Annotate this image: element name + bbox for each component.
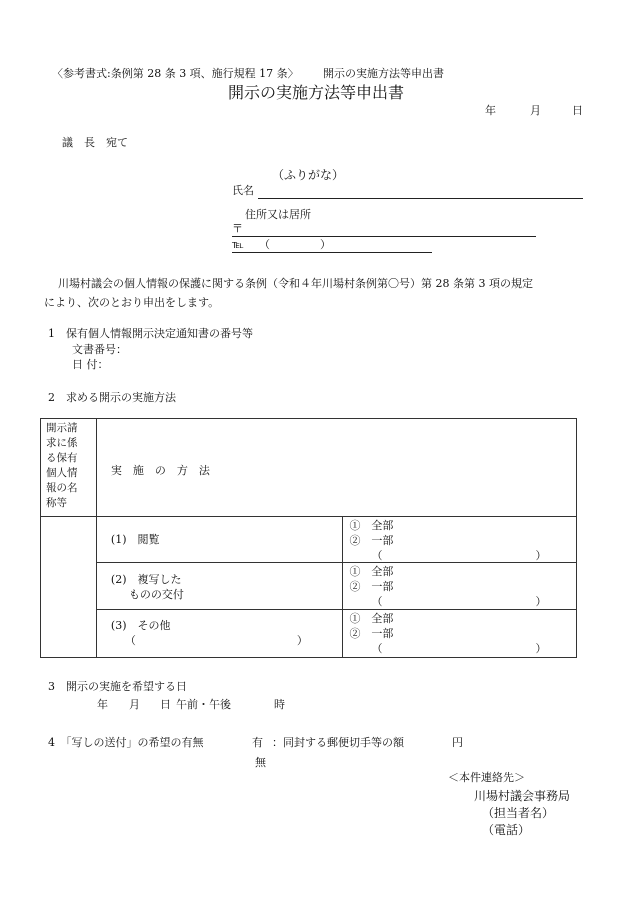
wish-ampm: 午前・午後: [176, 698, 231, 711]
tel-paren-open: （: [259, 238, 270, 251]
option-partial: ② 一部: [349, 580, 394, 593]
method-label: (1) 閲覧: [110, 533, 160, 546]
method-option-cell: [343, 610, 577, 658]
method-header-cell: [96, 419, 576, 517]
reference-title: 開示の実施方法等申出書: [323, 67, 444, 80]
furigana-label: （ふりがな）: [272, 168, 345, 182]
contact-office: 川場村議会事務局: [474, 789, 571, 803]
method-label-cell: [96, 517, 343, 563]
section1-heading: 1 保有個人情報開示決定通知書の番号等: [48, 327, 253, 340]
page-title: 開示の実施方法等申出書: [228, 83, 405, 102]
option-all: ① 全部: [349, 565, 394, 578]
option-partial: ② 一部: [349, 534, 394, 547]
date-day: 日: [572, 104, 583, 117]
left-header-line: 求に係: [46, 437, 78, 449]
section3-heading: 3 開示の実施を希望する日: [48, 680, 187, 693]
option-all: ① 全部: [349, 612, 394, 625]
left-header-line: 称等: [46, 497, 67, 509]
doc-number-label: 文書番号：: [72, 343, 127, 356]
wish-month: 月: [129, 698, 140, 711]
option-paren-open: （: [371, 595, 383, 608]
contact-phone: （電話）: [482, 823, 531, 837]
info-name-cell: [41, 517, 97, 658]
left-header-line: 開示請: [46, 422, 78, 434]
method-label-cell: [96, 563, 343, 610]
address-label: 住所又は居所: [245, 208, 311, 221]
option-paren-close: ）: [535, 642, 547, 655]
option-partial: ② 一部: [349, 627, 394, 640]
section4-heading: 4 「写しの送付」の希望の有無: [48, 736, 204, 749]
method-label-paren-close: ）: [296, 634, 308, 647]
body-text-line2: により、次のとおり申出をします。: [44, 296, 220, 309]
table-row: [41, 563, 577, 610]
send-copy-yes: 有: [252, 736, 263, 749]
left-header-line: る保有: [46, 452, 78, 464]
method-label: (3) その他: [110, 619, 171, 632]
wish-hour: 時: [274, 698, 285, 711]
tel-paren-close: ）: [320, 238, 331, 251]
send-copy-no: 無: [255, 756, 266, 769]
contact-label: ＜本件連絡先＞: [448, 771, 525, 784]
send-copy-yen: 円: [452, 736, 463, 749]
wish-year: 年: [97, 698, 108, 711]
left-header-line: 報の名: [46, 482, 78, 494]
option-paren-open: （: [371, 642, 383, 655]
left-header-line: 個人情: [46, 467, 78, 479]
wish-day: 日: [160, 698, 171, 711]
doc-date-label: 日 付：: [72, 358, 109, 371]
date-month: 月: [530, 104, 541, 117]
reference-note: 〈参考書式:条例第 28 条 3 項、施行規程 17 条〉: [52, 67, 299, 80]
send-copy-yes-detail: ：同封する郵便切手等の額: [272, 736, 404, 749]
method-option-cell: [343, 517, 577, 563]
tel-label: ℡: [232, 238, 244, 251]
name-underline: [258, 198, 583, 199]
method-label: (2) 複写した: [110, 573, 182, 586]
name-label: 氏名: [232, 184, 254, 197]
addressee: 議 長 宛て: [62, 136, 128, 149]
method-option-cell: [343, 563, 577, 610]
postal-mark: 〒: [232, 222, 243, 235]
section2-heading: 2 求める開示の実施方法: [48, 391, 176, 404]
option-paren-close: ）: [535, 595, 547, 608]
table-row: [41, 517, 577, 563]
method-label-paren-open: （: [124, 634, 136, 647]
address-underline: [232, 236, 536, 237]
table-left-header: [41, 419, 97, 517]
option-all: ① 全部: [349, 519, 394, 532]
tel-underline: [232, 252, 432, 253]
date-year: 年: [485, 104, 496, 117]
body-text-line1: 川場村議会の個人情報の保護に関する条例（令和４年川場村条例第〇号）第 28 条第 3 項の規定: [58, 277, 533, 290]
disclosure-method-table: [40, 418, 577, 658]
table-row: [41, 610, 577, 658]
method-label-line2: ものの交付: [128, 588, 184, 601]
option-paren-open: （: [371, 549, 383, 562]
method-label-cell: [96, 610, 343, 658]
method-header: 実 施 の 方 法: [110, 464, 210, 477]
option-paren-close: ）: [535, 549, 547, 562]
contact-person: （担当者名）: [482, 806, 555, 820]
